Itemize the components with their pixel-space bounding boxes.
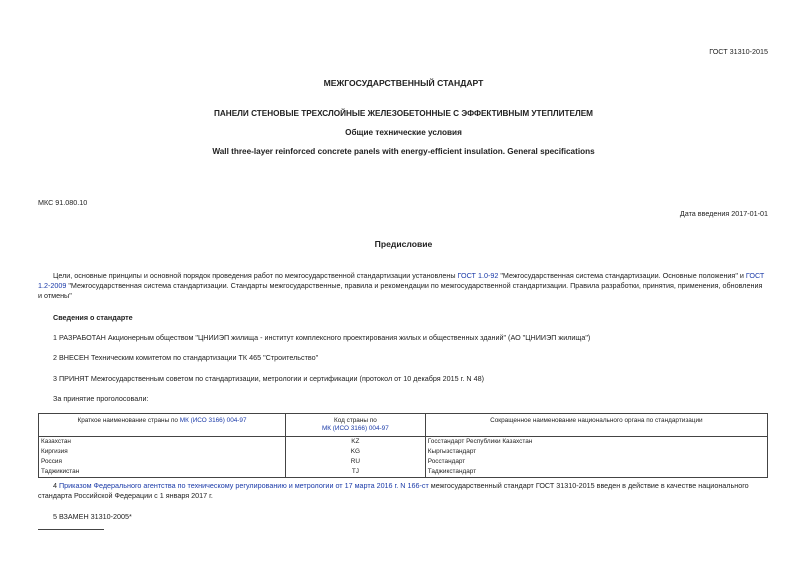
table-row [39,457,768,467]
country-cell: Таджикистан [39,467,286,478]
code-cell: KZ [286,437,426,448]
country-cell: Киргизия [39,447,286,457]
body-cell: Росстандарт [425,457,767,467]
column-header-body: Сокращенное наименование национального органа по стандартизации [425,414,767,437]
item-replaces: 5 ВЗАМЕН 31310-2005* [53,512,132,521]
country-cell: Россия [39,457,286,467]
intro-date: Дата введения 2017-01-01 [679,209,768,218]
column-header-country: Краткое наименование страны по МК (ИСО 3166) 004-97 [39,414,286,437]
item-submitted: 2 ВНЕСЕН Техническим комитетом по стандартизации ТК 465 "Строительство" [53,353,319,362]
item-developed: 1 РАЗРАБОТАН Акционерным обществом "ЦНИИЭП жилища - институт комплексного проектирования жилых и общественных зданий" (АО "ЦНИИЭП жилища") [53,333,591,342]
table-header-row [39,414,768,437]
footnote-divider [38,529,104,530]
country-cell: Казахстан [39,437,286,448]
voted-label: За принятие проголосовали: [53,394,149,403]
table-row [39,467,768,478]
document-title-en: Wall three-layer reinforced concrete panels with energy-efficient insulation. General specifications [212,147,595,156]
document-title: ПАНЕЛИ СТЕНОВЫЕ ТРЕХСЛОЙНЫЕ ЖЕЛЕЗОБЕТОННЫЕ С ЭФФЕКТИВНЫМ УТЕПЛИТЕЛЕМ [214,109,593,118]
code-cell: RU [286,457,426,467]
code-cell: TJ [286,467,426,478]
gost-1-0-92-link[interactable]: ГОСТ 1.0-92 [457,271,499,280]
mk-iso-3166-link[interactable]: МК (ИСО 3166) 004-97 [321,425,389,432]
document-subtitle: Общие технические условия [345,128,462,137]
body-cell: Таджикстандарт [425,467,767,478]
item-order: 4 Приказом Федерального агентства по техническому регулированию и метрологии от 17 марта 2016 г. N 166-ст межгосударственный стандарт ГОСТ 31310-2015 введен в действие в качестве национального стандарта Российской Федерации с 1 января 2017 г. [38,481,749,500]
body-cell: Кыргызстандарт [425,447,767,457]
body-cell: Госстандарт Республики Казахстан [425,437,767,448]
foreword-heading: Предисловие [374,239,433,249]
standard-info-heading: Сведения о стандарте [53,313,133,322]
rosstandart-order-link[interactable]: Приказом Федерального агентства по техническому регулированию и метрологии от 17 марта 2016 г. N 166-ст [59,481,429,490]
mk-iso-3166-link[interactable]: МК (ИСО 3166) 004-97 [179,417,247,424]
code-cell: KG [286,447,426,457]
item-adopted: 3 ПРИНЯТ Межгосударственным советом по стандартизации, метрологии и сертификации (протокол от 10 декабря 2015 г. N 48) [53,374,484,383]
column-header-code: Код страны по МК (ИСО 3166) 004-97 [286,414,426,437]
foreword-paragraph: Цели, основные принципы и основной порядок проведения работ по межгосударственной стандартизации установлены ГОСТ 1.0-92 "Межгосударственная система стандартизации. Основные положения" и ГОСТ 1.2-2009 "Межгосударственная система стандартизации. Стандарты межгосударственные, правила и рекомендации по межгосударственной стандартизации. Правила разработки, принятия, применения, обновления и отмены" [38,271,765,300]
gost-1-2-2009-link[interactable]: ГОСТ 1.2-2009 [38,271,765,290]
mks-code: МКС 91.080.10 [38,198,88,207]
countries-table [38,413,768,478]
table-row [39,447,768,457]
standard-type: МЕЖГОСУДАРСТВЕННЫЙ СТАНДАРТ [323,78,484,88]
doc-code: ГОСТ 31310-2015 [709,47,768,56]
table-row [39,437,768,448]
